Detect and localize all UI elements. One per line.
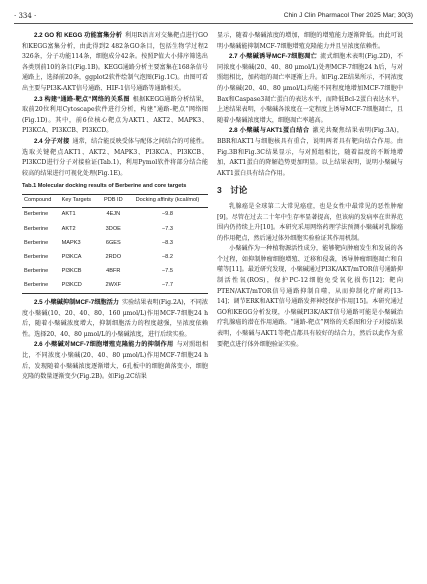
docking-table (22, 194, 208, 294)
cell-compound: Berberine (24, 268, 49, 275)
section-2-6-heading: 2.6 小檗碱对MCF-7细胞增殖克隆能力的抑制作用 (34, 341, 174, 349)
table-caption (22, 182, 208, 191)
section-2-6 (22, 340, 208, 382)
section-2-8 (217, 126, 403, 179)
table-row (22, 279, 208, 294)
left-column (22, 31, 208, 383)
running-header (14, 10, 413, 22)
right-column (217, 31, 403, 350)
cell-target: PI3KCA (61, 253, 82, 260)
paragraph-continued: 显示，随着小檗碱浓度的增加，细胞的增殖能力逐渐降低。由此可说明小檗碱能抑制MCF-7细胞增殖克隆能力并且呈浓度依赖性。 (217, 32, 403, 50)
cell-target: AKT2 (61, 225, 76, 232)
cell-pdb: 4EJN (106, 211, 121, 218)
cell-target: MAPK3 (61, 239, 81, 246)
cell-affinity: −8.3 (161, 239, 173, 246)
cell-affinity: −7.7 (127, 279, 208, 294)
section-2-2-heading: 2.2 GO 和 KEGG 功能富集分析 (34, 32, 123, 39)
page-number: · 334 · (14, 12, 37, 20)
table-row (22, 265, 208, 279)
table-row (22, 250, 208, 264)
cell-pdb: 3DOE (105, 225, 121, 232)
cell-affinity: −7.5 (161, 268, 173, 275)
table-row (22, 207, 208, 222)
section-3-heading: 3 讨论 (217, 185, 248, 196)
header-rule (14, 23, 413, 24)
table-row (22, 236, 208, 250)
discussion-paragraph-1: 乳腺癌是全球第二大常见癌症，也是女性中最常见的恶性肿瘤[9]。尽管在过去二十年中生存率显著提高，但该病的发病率在世界范围内仍持续上升[10]。本研究采用网络药理学法预测小檗碱对乳腺癌的作用靶点，然后通过体外细胞实验验证其作用机制。 (217, 202, 403, 242)
cell-target: PI3KCB (61, 268, 82, 275)
section-2-7 (217, 52, 403, 126)
section-2-3 (22, 95, 208, 137)
section-2-2-text: 利用R语言对交集靶点进行GO和KEGG富集分析，由此得到2 482条GO条目，包括生物学过程2 326条，分子功能114条，细胞成分42条。按照P值大小排序筛选出各类别前10的条目(Fig.1B)。KEGG通路分析主要富集在168条信号通路上，选择前20条，ggplot2软件绘制气泡图(Fig.1C)。由图可看出主要与PI3K-AKT信号通路、HIF-1信号通路等通路相关。 (22, 32, 208, 92)
cell-affinity: −8.2 (161, 253, 173, 260)
cell-pdb: 4BFR (106, 268, 121, 275)
cell-compound: Berberine (22, 279, 60, 294)
section-2-4-text: 通常，结合能反映受体与配体之间结合的可能性。选取关键靶点AKT1、AKT2、MAPK3、PI3KCA、PI3KCB、PI3KCD进行分子对接验证(Tab.1)，利用Pymol软件将部分结合能较高的结果进行可视化处理(Fig.1E)。 (22, 137, 209, 177)
section-2-3-text: 根据KEGG通路分析结果，取前20位利用Cytoscape软件进行分析，构建“通路-靶点”网络图(Fig.1D)。其中，前6位核心靶点为AKT1、AKT2、MAPK3、PI3KCA、PI3KCB、PI3KCD。 (22, 95, 208, 135)
col-compound: Compound (22, 195, 60, 208)
table-header-row (22, 195, 208, 208)
journal-citation: Chin J Clin Pharmacol Ther 2025 Mar; 30(3) (283, 12, 413, 19)
discussion-paragraph-2: 小檗碱作为一种植物源活性成分，能够靶向肿瘤发生和发展的各个过程，如抑制肿瘤细胞增殖、迁移和侵袭，诱导肿瘤细胞凋亡和自噬等[11]。最近研究发现，小檗碱通过PI3K/AKT/mTOR信号通路抑制活性氧(ROS)，保护PC-12细胞免受氧化损伤[12]；靶向PTEN/AKT/mTOR信号通路抑制自噬，从而抑制化疗耐药[13-14]；调节ERK和AKT信号通路发挥神经保护作用[15]。本研究通过GO和KEGG分析发现，小檗碱PI3K/AKT信号通路可能是小檗碱治疗乳腺癌的潜在作用通路。“通路-靶点”网络的关系图和分子对接结果表明，小檗碱与AKT1等靶点都具有较好的结合力，然后以此作为重要靶点进行体外细胞验证实验。 (217, 245, 403, 348)
cell-pdb: 2RDO (105, 253, 122, 260)
section-2-8-text: 激光共聚焦结果表明(Fig.3A)，BBR和AKT1与细胞核具有重合，说明两者具有靶向结合作用。由Fig.3B和Fig.3C结果显示，与对照组相比，随着温度的不断地增加，AKT1蛋白的降解趋势更加明显。以上结果表明，说明小檗碱与AKT1蛋白具有结合作用。 (217, 127, 403, 177)
cell-pdb: 6GES (105, 239, 121, 246)
section-2-8-heading: 2.8 小檗碱与AKT1蛋白结合 (229, 127, 310, 135)
table-title: Molecular docking results of Berberine and core targets (37, 183, 187, 190)
section-2-5-text: 实验结果表明(Fig.2A)，不同浓度小檗碱(10、20、40、80、160 μmol/L)作用MCF-7细胞24 h后，随着小檗碱浓度增大，抑制细胞活力的程度越强，呈浓度依赖性。选择20、40、80 μmol/L的小檗碱浓度，进行后续实验。 (22, 298, 208, 338)
cell-compound: Berberine (24, 253, 49, 260)
cell-pdb: 2WXF (100, 279, 127, 294)
table-row (22, 222, 208, 236)
section-2-6-text: 与对照组相比，不同浓度小檗碱(20、40、80 μmol/L)作用MCF-7细胞24 h后，发现随着小檗碱浓度逐渐增大，6孔板中的细胞菌落变小，细胞克隆的数量逐渐变少(Fig.2B)。如Fig.2C结果 (22, 341, 208, 381)
cell-affinity: −7.3 (161, 225, 173, 232)
section-2-4-heading: 2.4 分子对接 (34, 137, 70, 145)
section-2-5 (22, 298, 208, 340)
col-key-targets: Key Targets (60, 195, 100, 208)
table-label: Tab.1 (22, 183, 37, 190)
section-2-7-text: 流式细胞术表明(Fig.2D)，不同浓度小檗碱(20、40、80 μmol/L)处理MCF-7细胞24 h后，与对照组相比，加药组的凋亡率逐渐上升。如Fig.2E结果所示，不同浓度的小檗碱(20、40、80 μmol/L)均能不同程度地增加MCF-7细胞中Bax和Caspase3凋亡蛋白的表达水平，而降低Bcl-2蛋白表达水平。上述结果表明，小檗碱各浓度在一定程度上诱导MCF-7细胞凋亡，且随着小檗碱浓度增大，细胞凋亡率越高。 (217, 53, 403, 124)
section-2-7-heading: 2.7 小檗碱诱导MCF-7细胞凋亡 (229, 53, 318, 61)
cell-compound: Berberine (24, 239, 49, 246)
cell-compound: Berberine (24, 211, 49, 218)
cell-target: PI3KCD (60, 279, 100, 294)
cell-compound: Berberine (24, 225, 49, 232)
cell-target: AKT1 (61, 211, 76, 218)
col-pdb-id: PDB ID (100, 195, 127, 208)
section-2-2 (22, 31, 208, 95)
section-2-3-heading: 2.3 构建“通路-靶点”网络的关系图 (34, 95, 130, 103)
col-docking-affinity: Docking affinity (kcal/mol) (127, 195, 208, 208)
section-2-4 (22, 137, 208, 179)
cell-affinity: −9.8 (161, 211, 173, 218)
section-2-5-heading: 2.5 小檗碱抑制MCF-7细胞活力 (34, 298, 119, 306)
